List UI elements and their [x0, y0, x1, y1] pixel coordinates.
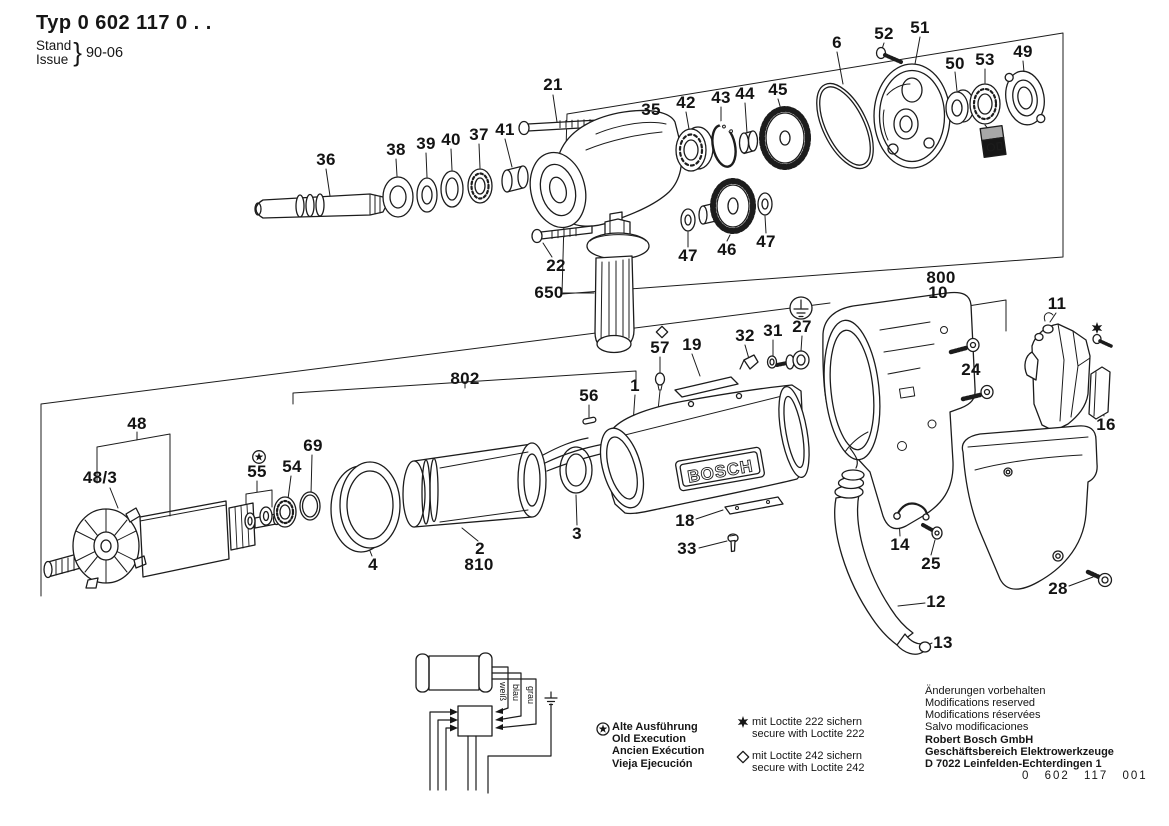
aux-handle-650-drawing	[587, 212, 649, 353]
legend-line: Alte Ausführung	[612, 721, 698, 733]
document-number: 0 602 117 001	[1022, 770, 1148, 782]
part-label-12: 12	[926, 592, 946, 611]
ground-icon	[790, 297, 812, 319]
part-label-36: 36	[316, 150, 336, 169]
notice-line: Änderungen vorbehalten	[925, 685, 1046, 697]
part-label-810: 810	[464, 555, 494, 574]
typ-number: 0 602 117 0 . .	[77, 12, 212, 34]
part-label-52: 52	[874, 24, 894, 43]
part-label-41: 41	[495, 120, 515, 139]
part-label-31: 31	[763, 321, 783, 340]
screw-52-drawing	[877, 48, 902, 63]
part-label-69: 69	[303, 436, 323, 455]
bearing-53-drawing	[970, 84, 1000, 124]
armature-48-drawing	[44, 501, 280, 588]
cover-16-drawing	[1089, 367, 1110, 419]
type-number-line	[36, 12, 212, 35]
company-address	[925, 734, 1114, 770]
issue-row	[36, 37, 212, 68]
part-label-19: 19	[682, 335, 702, 354]
part-label-50: 50	[945, 54, 965, 73]
legend-loctite-222	[752, 716, 865, 740]
stand-label: Stand	[36, 37, 72, 53]
screw-22-drawing	[532, 226, 592, 243]
part-label-38: 38	[386, 140, 406, 159]
part-label-56: 56	[579, 386, 599, 405]
sleeve-44-drawing	[740, 131, 758, 154]
part-label-55: 55	[247, 462, 267, 481]
motor-housing-1-drawing	[592, 384, 814, 513]
spindle-36-drawing	[255, 194, 386, 218]
part-label-33: 33	[677, 539, 697, 558]
part-label-47: 47	[678, 246, 698, 265]
part-label-48: 48	[127, 414, 147, 433]
company-line: Geschäftsbereich Elektrowerkzeuge	[925, 746, 1114, 758]
part-label-54: 54	[282, 457, 302, 476]
part-label-44: 44	[735, 84, 755, 103]
part-label-11: 11	[1047, 294, 1067, 313]
part-label-35: 35	[641, 100, 661, 119]
ring-69-drawing	[300, 492, 320, 520]
part-label-42: 42	[676, 93, 696, 112]
part-label-25: 25	[921, 554, 941, 573]
part-label-1: 1	[630, 376, 640, 395]
cover-49-drawing	[1002, 68, 1049, 128]
part-label-32: 32	[735, 326, 755, 345]
part-label-800: 800	[926, 268, 956, 287]
part-label-46: 46	[717, 240, 737, 259]
legend-line: Ancien Exécution	[612, 745, 705, 758]
legend-line: Vieja Ejecución	[612, 757, 693, 770]
nut-31-drawing	[768, 356, 777, 368]
title-block	[36, 12, 212, 68]
bearing-37-drawing	[468, 169, 492, 203]
legend-old-execution-icon	[597, 723, 609, 735]
pin-56-drawing	[583, 417, 597, 425]
part-label-802: 802	[450, 369, 480, 388]
company-line: Robert Bosch GmbH	[925, 734, 1034, 746]
wiring-diagram	[416, 653, 557, 793]
part-label-37: 37	[469, 125, 489, 144]
issue-label: Issue	[36, 51, 69, 67]
grease-label	[980, 126, 1006, 158]
loctite-222-icon	[1092, 322, 1102, 334]
part-label-40: 40	[441, 130, 461, 149]
part-label-28: 28	[1048, 579, 1068, 598]
wire-label-white: weiß	[498, 682, 508, 702]
part-label-13: 13	[933, 633, 953, 652]
part-label-24: 24	[961, 360, 981, 379]
part-label-57: 57	[650, 338, 670, 357]
part-label-6: 6	[832, 33, 842, 52]
loctite-242-icon	[656, 326, 667, 337]
screw-28-drawing	[1088, 572, 1112, 587]
legend-loctite-242-icon	[737, 751, 748, 762]
handle-half-drawing	[962, 426, 1097, 589]
part-label-49: 49	[1013, 42, 1033, 61]
sleeve-41-drawing	[502, 166, 528, 192]
clamp-32-drawing	[740, 355, 758, 369]
washer-47a-drawing	[681, 209, 695, 231]
ring-3-drawing	[560, 447, 592, 493]
screw-57-drawing	[656, 373, 665, 390]
legend-line: mit Loctite 242 sichern	[752, 750, 863, 762]
part-label-4: 4	[368, 555, 378, 574]
screw-33-drawing	[728, 534, 738, 552]
legend-old-execution	[612, 721, 704, 770]
part-label-10: 10	[928, 283, 948, 302]
typ-label: Typ	[36, 12, 72, 34]
legend-loctite-222-icon	[738, 716, 748, 728]
washer-47b-drawing	[758, 193, 772, 215]
modification-notice	[925, 685, 1045, 733]
part-label-47: 47	[756, 232, 776, 251]
ring-4-drawing	[331, 462, 400, 552]
notice-line: Modifications réservées	[925, 709, 1041, 721]
gear-45-drawing	[762, 109, 808, 167]
legend-line: Old Execution	[612, 733, 686, 746]
part-label-2: 2	[475, 539, 485, 558]
part-label-27: 27	[792, 317, 812, 336]
part-label-53: 53	[975, 50, 995, 69]
legend-line: secure with Loctite 222	[752, 728, 865, 741]
notice-line: Modifications reserved	[925, 697, 1036, 709]
part-label-16: 16	[1096, 415, 1116, 434]
washers-38-39-40-drawing	[383, 171, 463, 217]
part-label-650: 650	[534, 283, 564, 302]
legend-line: mit Loctite 222 sichern	[752, 716, 863, 728]
gasket-ring-6-drawing	[805, 75, 885, 177]
part-label-45: 45	[768, 80, 788, 99]
part-label-18: 18	[675, 511, 695, 530]
legend-loctite-242	[752, 750, 865, 774]
legend-line: secure with Loctite 242	[752, 762, 865, 775]
bearing-54-drawing	[274, 497, 296, 527]
bearing-42-drawing	[676, 127, 713, 171]
wire-label-blue: blau	[511, 684, 521, 702]
hose-end-13-drawing	[897, 634, 931, 654]
wire-label-gray: grau	[526, 686, 536, 705]
notice-line: Salvo modificaciones	[925, 721, 1029, 733]
part-label-3: 3	[572, 524, 582, 543]
gear-46-drawing	[699, 181, 753, 231]
screw-loctite-drawing	[1093, 335, 1111, 347]
circlip-43-drawing	[709, 122, 740, 169]
part-label-43: 43	[711, 88, 731, 107]
part-label-14: 14	[890, 535, 910, 554]
bearing-plate-51-drawing	[874, 64, 950, 168]
part-label-21: 21	[543, 75, 563, 94]
company-line: D 7022 Leinfelden-Echterdingen 1	[925, 758, 1102, 770]
part-label-39: 39	[416, 134, 436, 153]
part-label-22: 22	[546, 256, 566, 275]
part-label-48/3: 48/3	[82, 468, 118, 487]
part-label-51: 51	[910, 18, 930, 37]
bosch-logo-text: BOSCH	[686, 456, 755, 487]
switch-11-drawing	[1025, 313, 1090, 431]
screw-27-drawing	[777, 351, 809, 369]
issue-version: 90-06	[85, 44, 124, 61]
nameplate-18-drawing	[725, 497, 783, 514]
brace-glyph: }	[73, 37, 82, 67]
screw-25-drawing	[923, 525, 942, 539]
